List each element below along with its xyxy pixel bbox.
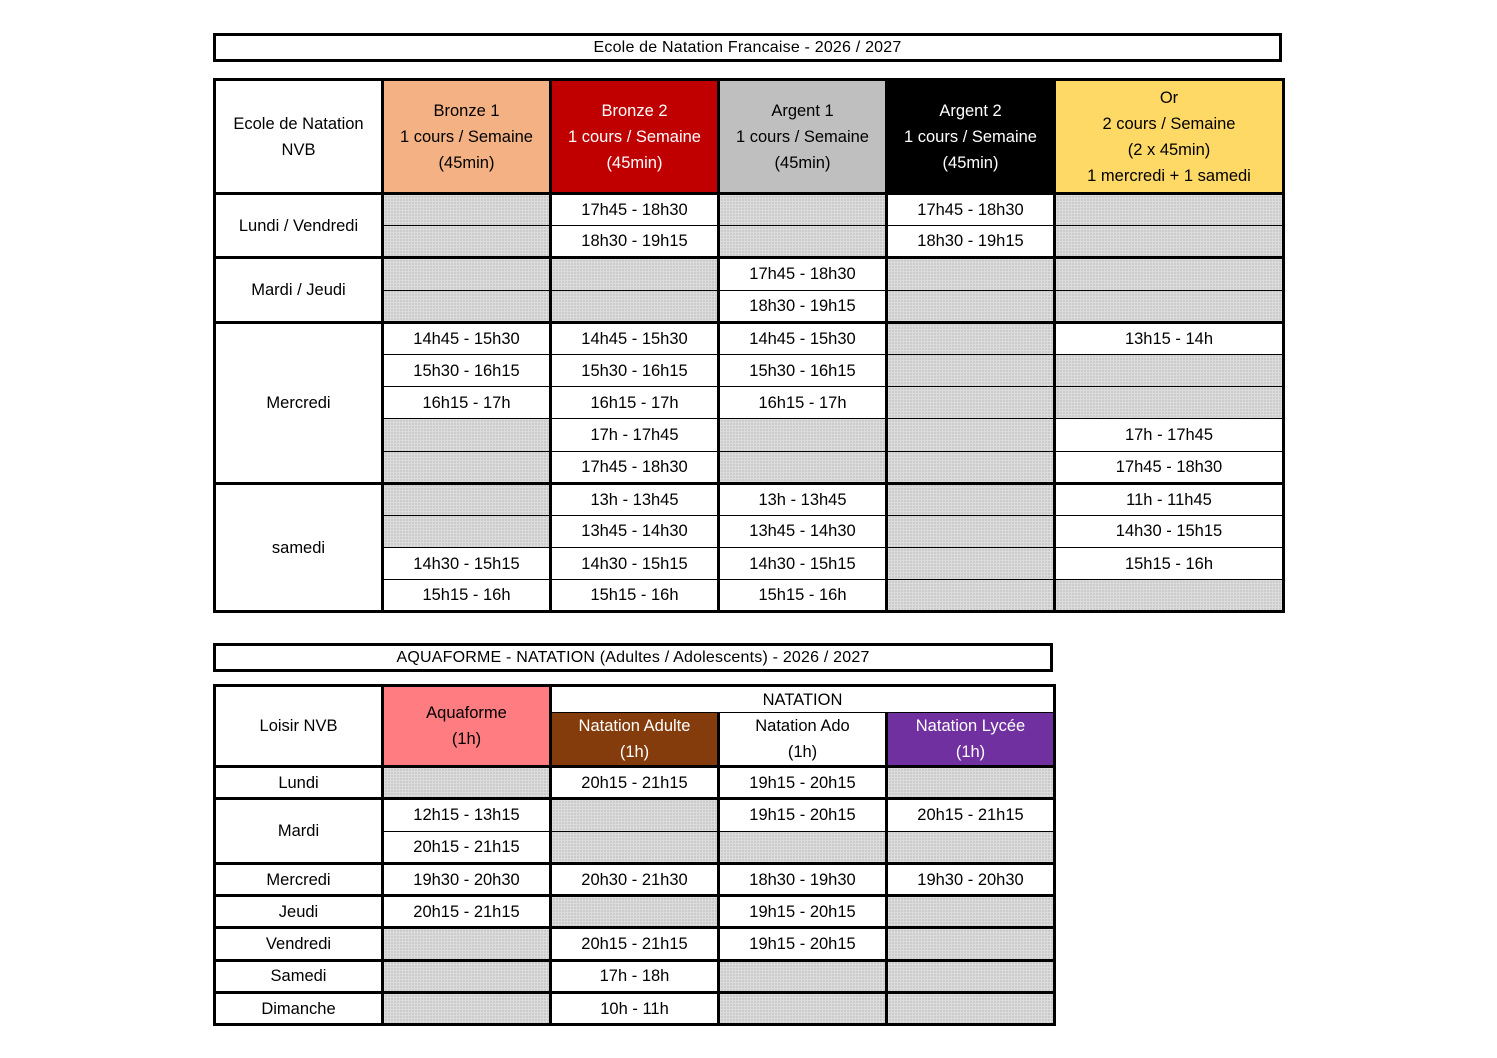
header-line: Ecole de Natation: [233, 114, 364, 133]
time-slot: [383, 290, 551, 322]
time-slot: 19h30 - 20h30: [887, 863, 1055, 895]
corner-cell: Loisir NVB: [215, 686, 383, 767]
time-slot: [887, 483, 1055, 515]
time-slot: 14h30 - 15h15: [719, 548, 887, 580]
day-label: Mardi / Jeudi: [215, 258, 383, 322]
time-slot: 17h45 - 18h30: [719, 258, 887, 290]
time-slot: [719, 993, 887, 1025]
time-slot: [887, 831, 1055, 863]
time-slot: [551, 896, 719, 928]
time-slot: 11h - 11h45: [1055, 483, 1284, 515]
time-slot: [719, 226, 887, 258]
time-slot: [887, 896, 1055, 928]
time-slot: [383, 928, 551, 960]
table-row: [215, 258, 1284, 290]
time-slot: [887, 354, 1055, 386]
time-slot: [383, 258, 551, 290]
time-slot: [887, 548, 1055, 580]
time-slot: [887, 451, 1055, 483]
school-schedule-title: Ecole de Natation Francaise - 2026 / 2027: [213, 33, 1282, 62]
time-slot: 19h15 - 20h15: [719, 799, 887, 831]
time-slot: 19h30 - 20h30: [383, 863, 551, 895]
time-slot: 13h45 - 14h30: [551, 515, 719, 547]
time-slot: [887, 928, 1055, 960]
table-row: [215, 863, 1055, 895]
table-row: [215, 928, 1055, 960]
header-line: 2 cours / Semaine: [1102, 114, 1236, 133]
time-slot: 18h30 - 19h30: [719, 863, 887, 895]
time-slot: 14h45 - 15h30: [383, 322, 551, 354]
time-slot: 20h15 - 21h15: [887, 799, 1055, 831]
header-line: Aquaforme: [426, 704, 507, 722]
time-slot: 14h45 - 15h30: [719, 322, 887, 354]
header-line: 1 mercredi + 1 samedi: [1087, 166, 1251, 185]
time-slot: [887, 580, 1055, 612]
time-slot: [551, 290, 719, 322]
header-line: 1 cours / Semaine: [736, 127, 869, 146]
time-slot: [383, 483, 551, 515]
header-line: Argent 1: [771, 101, 834, 120]
natation-group-header: NATATION: [551, 686, 1055, 713]
day-label: Mercredi: [215, 863, 383, 895]
time-slot: [1055, 580, 1284, 612]
table-row: [215, 767, 1055, 799]
time-slot: 20h15 - 21h15: [551, 767, 719, 799]
header-line: Natation Adulte: [578, 717, 691, 735]
time-slot: [887, 960, 1055, 992]
table-row: [215, 483, 1284, 515]
time-slot: [383, 226, 551, 258]
time-slot: [383, 194, 551, 226]
time-slot: [719, 831, 887, 863]
level-header-row: [215, 80, 1284, 194]
time-slot: 12h15 - 13h15: [383, 799, 551, 831]
header-line: (45min): [774, 153, 831, 172]
header-line: (45min): [606, 153, 663, 172]
time-slot: [887, 993, 1055, 1025]
aqua-header-row: [215, 686, 1055, 713]
header-line: 1 cours / Semaine: [904, 127, 1037, 146]
header-line: (45min): [438, 153, 495, 172]
time-slot: 15h15 - 16h: [551, 580, 719, 612]
day-label: Mardi: [215, 799, 383, 864]
time-slot: [887, 290, 1055, 322]
time-slot: 16h15 - 17h: [719, 387, 887, 419]
time-slot: 18h30 - 19h15: [551, 226, 719, 258]
time-slot: [1055, 290, 1284, 322]
time-slot: 18h30 - 19h15: [887, 226, 1055, 258]
time-slot: [887, 419, 1055, 451]
time-slot: [383, 960, 551, 992]
natation-header-3: [887, 713, 1055, 767]
header-line: 1 cours / Semaine: [568, 127, 701, 146]
time-slot: 17h45 - 18h30: [551, 451, 719, 483]
day-label: Jeudi: [215, 896, 383, 928]
time-slot: 17h45 - 18h30: [551, 194, 719, 226]
aqua-schedule-table: [213, 684, 1056, 1026]
time-slot: 17h45 - 18h30: [887, 194, 1055, 226]
time-slot: [551, 799, 719, 831]
time-slot: 15h15 - 16h: [719, 580, 887, 612]
time-slot: 19h15 - 20h15: [719, 896, 887, 928]
header-line: NVB: [281, 140, 316, 159]
time-slot: [887, 767, 1055, 799]
level-header-2: [551, 80, 719, 194]
header-line: Argent 2: [939, 101, 1002, 120]
time-slot: 13h45 - 14h30: [719, 515, 887, 547]
time-slot: 17h - 17h45: [551, 419, 719, 451]
time-slot: [887, 322, 1055, 354]
table-row: [215, 960, 1055, 992]
time-slot: [383, 767, 551, 799]
time-slot: 20h15 - 21h15: [383, 896, 551, 928]
header-line: (2 x 45min): [1127, 140, 1211, 159]
level-header-3: [719, 80, 887, 194]
time-slot: 20h15 - 21h15: [383, 831, 551, 863]
day-label: Samedi: [215, 960, 383, 992]
time-slot: 13h15 - 14h: [1055, 322, 1284, 354]
time-slot: [551, 258, 719, 290]
time-slot: 15h30 - 16h15: [383, 354, 551, 386]
header-line: (1h): [451, 730, 482, 748]
day-label: Lundi / Vendredi: [215, 194, 383, 258]
time-slot: [719, 194, 887, 226]
time-slot: 16h15 - 17h: [383, 387, 551, 419]
time-slot: [887, 515, 1055, 547]
header-line: Natation Lycée: [915, 717, 1026, 735]
time-slot: 20h15 - 21h15: [551, 928, 719, 960]
header-line: (1h): [619, 743, 650, 761]
natation-header-1: [551, 713, 719, 767]
table-row: [215, 194, 1284, 226]
table-row: [215, 896, 1055, 928]
day-label: Dimanche: [215, 993, 383, 1025]
header-line: Natation Ado: [755, 717, 850, 735]
time-slot: 15h30 - 16h15: [719, 354, 887, 386]
aqua-schedule-title: AQUAFORME - NATATION (Adultes / Adolescents) - 2026 / 2027: [213, 643, 1053, 672]
time-slot: [383, 515, 551, 547]
header-line: (1h): [787, 743, 818, 761]
time-slot: 14h45 - 15h30: [551, 322, 719, 354]
time-slot: 20h30 - 21h30: [551, 863, 719, 895]
time-slot: 17h45 - 18h30: [1055, 451, 1284, 483]
header-line: Or: [1159, 88, 1179, 107]
time-slot: [383, 419, 551, 451]
time-slot: [887, 387, 1055, 419]
aquaforme-header: [383, 686, 551, 767]
header-line: 1 cours / Semaine: [400, 127, 533, 146]
time-slot: 15h30 - 16h15: [551, 354, 719, 386]
time-slot: [1055, 354, 1284, 386]
time-slot: 19h15 - 20h15: [719, 767, 887, 799]
day-label: Mercredi: [215, 322, 383, 483]
time-slot: 19h15 - 20h15: [719, 928, 887, 960]
time-slot: 14h30 - 15h15: [1055, 515, 1284, 547]
time-slot: 17h - 18h: [551, 960, 719, 992]
time-slot: 17h - 17h45: [1055, 419, 1284, 451]
level-header-4: [887, 80, 1055, 194]
header-line: Bronze 2: [601, 101, 668, 120]
time-slot: 15h15 - 16h: [383, 580, 551, 612]
time-slot: 13h - 13h45: [551, 483, 719, 515]
time-slot: [887, 258, 1055, 290]
day-label: samedi: [215, 483, 383, 612]
time-slot: [719, 451, 887, 483]
header-line: Bronze 1: [433, 101, 500, 120]
header-line: (1h): [955, 743, 986, 761]
time-slot: [1055, 194, 1284, 226]
level-header-5: [1055, 80, 1284, 194]
time-slot: [1055, 226, 1284, 258]
time-slot: 13h - 13h45: [719, 483, 887, 515]
time-slot: [383, 451, 551, 483]
time-slot: 14h30 - 15h15: [551, 548, 719, 580]
header-line: (45min): [942, 153, 999, 172]
time-slot: 15h15 - 16h: [1055, 548, 1284, 580]
level-header-1: [383, 80, 551, 194]
day-label: Vendredi: [215, 928, 383, 960]
time-slot: [551, 831, 719, 863]
table-row: [215, 322, 1284, 354]
time-slot: 14h30 - 15h15: [383, 548, 551, 580]
table-row: [215, 799, 1055, 831]
time-slot: 10h - 11h: [551, 993, 719, 1025]
corner-cell: [215, 80, 383, 194]
time-slot: [383, 993, 551, 1025]
day-label: Lundi: [215, 767, 383, 799]
natation-header-2: [719, 713, 887, 767]
time-slot: 16h15 - 17h: [551, 387, 719, 419]
time-slot: [719, 419, 887, 451]
time-slot: 18h30 - 19h15: [719, 290, 887, 322]
school-schedule-table: [213, 78, 1285, 613]
time-slot: [719, 960, 887, 992]
time-slot: [1055, 258, 1284, 290]
time-slot: [1055, 387, 1284, 419]
table-row: [215, 993, 1055, 1025]
